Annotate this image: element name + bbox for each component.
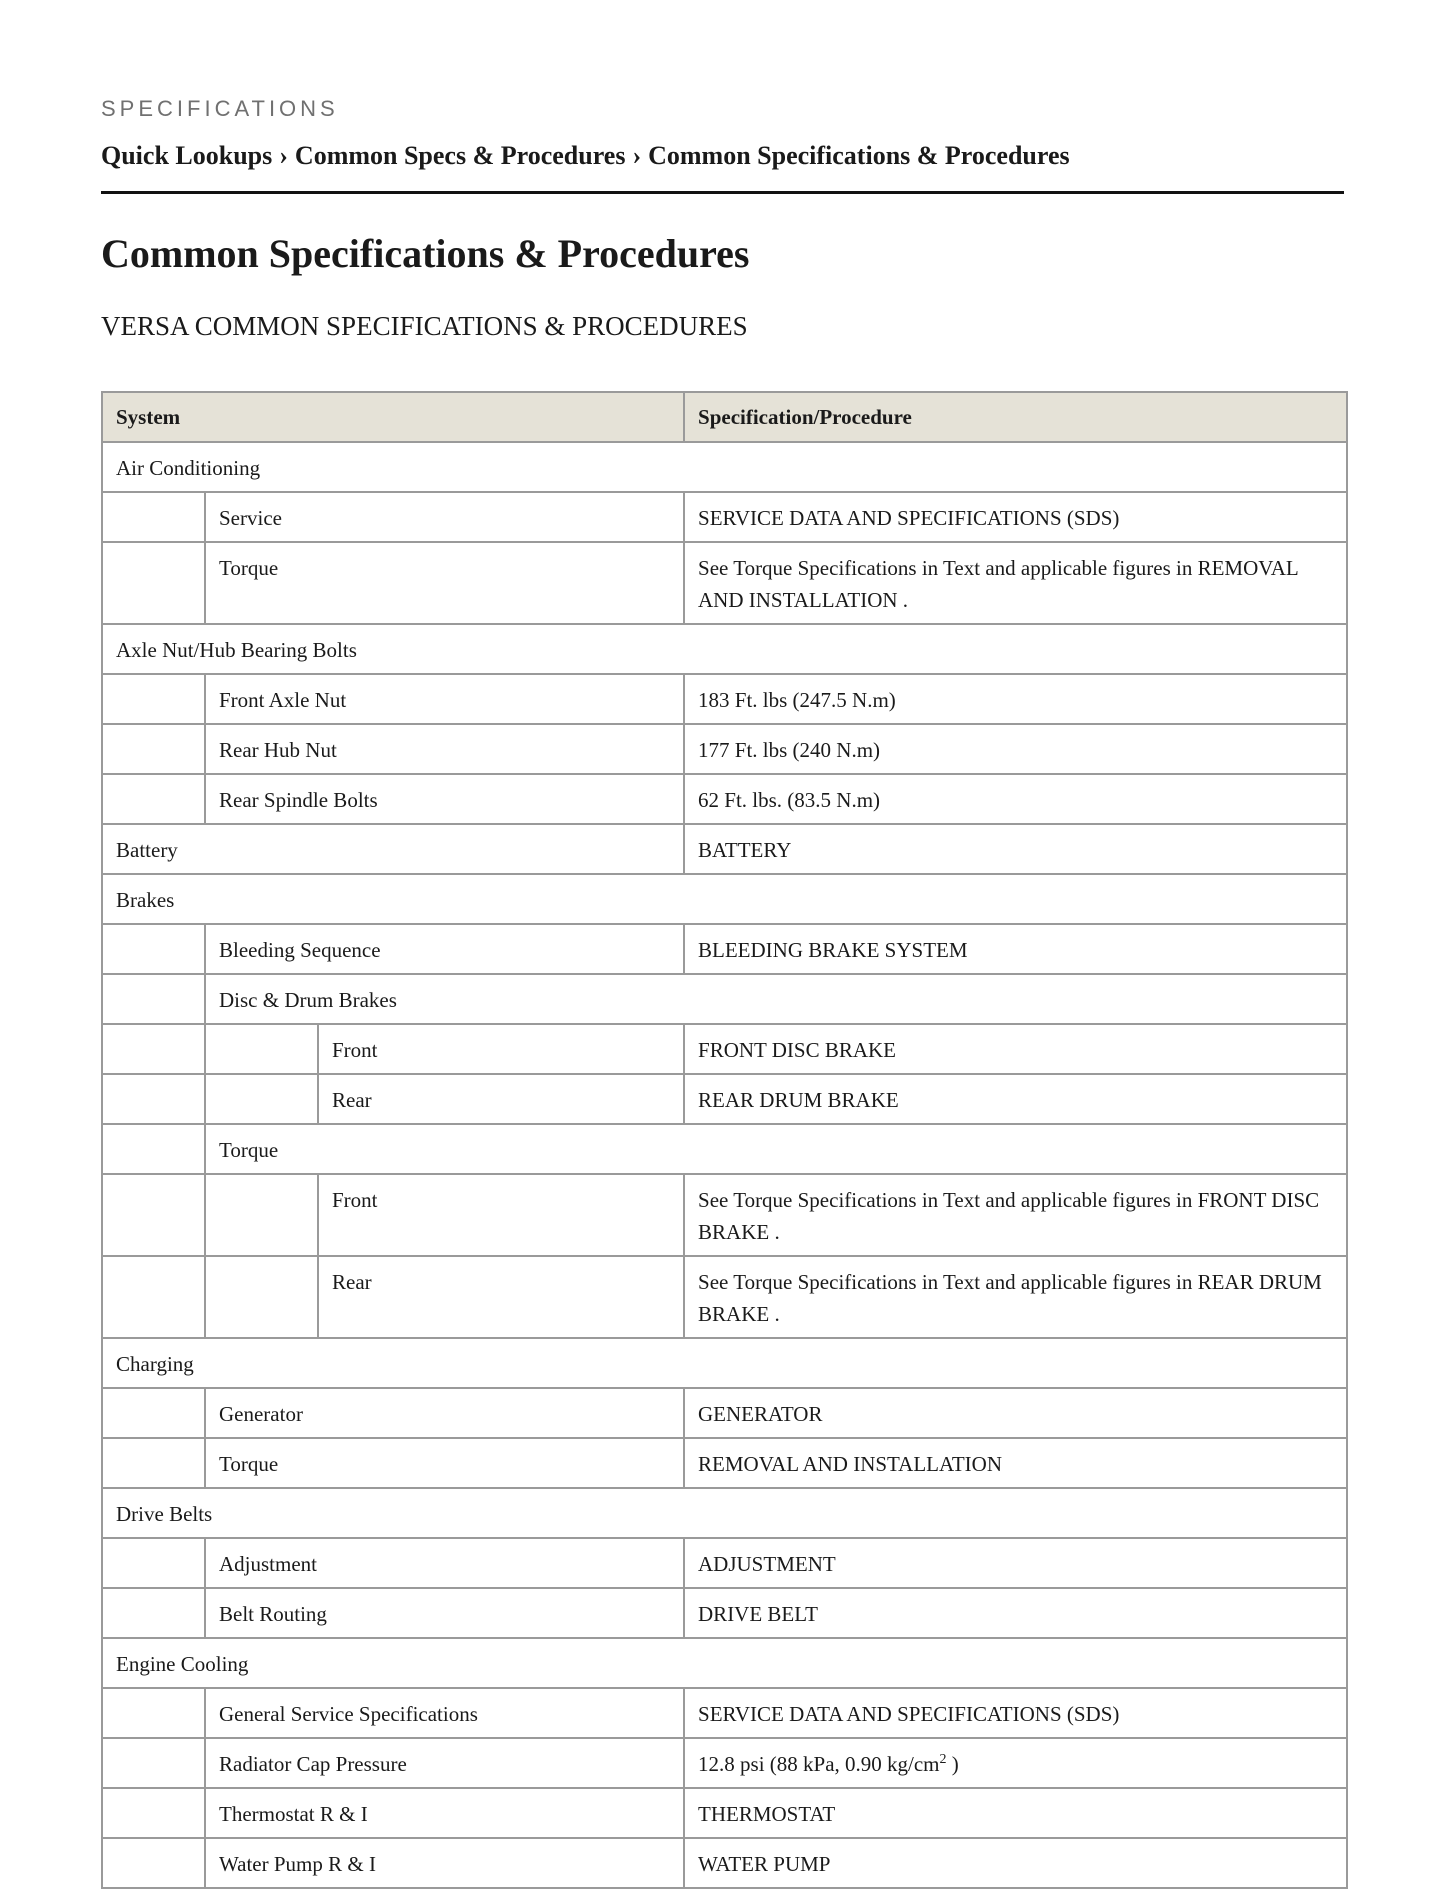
indent-cell bbox=[102, 1538, 205, 1588]
spec-cell bbox=[684, 1388, 1347, 1438]
table-row bbox=[102, 542, 1347, 624]
indent-cell bbox=[102, 1074, 205, 1124]
spec-cell bbox=[684, 1788, 1347, 1838]
indent-cell bbox=[102, 492, 205, 542]
system-label-cell: Belt Routing bbox=[205, 1588, 684, 1638]
spec-cell bbox=[684, 492, 1347, 542]
breadcrumb-separator: › bbox=[279, 141, 288, 170]
system-label-cell: Bleeding Sequence bbox=[205, 924, 684, 974]
specs-table bbox=[101, 391, 1348, 1889]
system-label-cell: Charging bbox=[102, 1338, 1347, 1388]
system-label-cell: Axle Nut/Hub Bearing Bolts bbox=[102, 624, 1347, 674]
spec-cell bbox=[684, 774, 1347, 824]
indent-cell bbox=[102, 1388, 205, 1438]
system-label-cell: Engine Cooling bbox=[102, 1638, 1347, 1688]
spec-text: 183 Ft. lbs (247.5 N.m) bbox=[698, 688, 896, 712]
table-row bbox=[102, 1338, 1347, 1388]
spec-text: REMOVAL AND INSTALLATION bbox=[698, 1452, 1002, 1476]
column-header-spec: Specification/Procedure bbox=[684, 392, 1347, 442]
column-header-system: System bbox=[102, 392, 684, 442]
table-row bbox=[102, 874, 1347, 924]
spec-text: See Torque Specifications in Text and applicable figures in FRONT DISC BRAKE . bbox=[698, 1188, 1320, 1244]
spec-text: WATER PUMP bbox=[698, 1852, 831, 1876]
table-row bbox=[102, 1638, 1347, 1688]
spec-text: FRONT DISC BRAKE bbox=[698, 1038, 896, 1062]
table-row bbox=[102, 774, 1347, 824]
spec-text: REAR DRUM BRAKE bbox=[698, 1088, 899, 1112]
table-row bbox=[102, 442, 1347, 492]
indent-cell bbox=[102, 1788, 205, 1838]
system-label-cell: Rear bbox=[318, 1256, 684, 1338]
indent-cell bbox=[102, 924, 205, 974]
table-header-row bbox=[102, 392, 1347, 442]
spec-cell bbox=[684, 1174, 1347, 1256]
indent-cell bbox=[102, 774, 205, 824]
indent-cell bbox=[102, 724, 205, 774]
spec-cell bbox=[684, 1838, 1347, 1888]
table-row bbox=[102, 1074, 1347, 1124]
system-label-cell: Front Axle Nut bbox=[205, 674, 684, 724]
spec-text: 12.8 psi (88 kPa, 0.90 kg/cm bbox=[698, 1752, 940, 1776]
indent-cell bbox=[102, 1256, 205, 1338]
indent-cell bbox=[102, 974, 205, 1024]
indent-cell bbox=[205, 1174, 318, 1256]
table-row bbox=[102, 1438, 1347, 1488]
table-row bbox=[102, 1256, 1347, 1338]
spec-cell bbox=[684, 1074, 1347, 1124]
table-row bbox=[102, 974, 1347, 1024]
indent-cell bbox=[102, 542, 205, 624]
table-row bbox=[102, 1024, 1347, 1074]
spec-cell bbox=[684, 1588, 1347, 1638]
page-title: Common Specifications & Procedures bbox=[101, 231, 750, 276]
table-row bbox=[102, 1174, 1347, 1256]
spec-cell bbox=[684, 1438, 1347, 1488]
spec-text: THERMOSTAT bbox=[698, 1802, 836, 1826]
indent-cell bbox=[102, 1688, 205, 1738]
system-label-cell: Drive Belts bbox=[102, 1488, 1347, 1538]
table-row bbox=[102, 1688, 1347, 1738]
breadcrumb-item-current: Common Specifications & Procedures bbox=[648, 141, 1070, 170]
indent-cell bbox=[102, 1588, 205, 1638]
spec-text: BATTERY bbox=[698, 838, 792, 862]
table-row bbox=[102, 1738, 1347, 1788]
spec-text: GENERATOR bbox=[698, 1402, 823, 1426]
spec-cell bbox=[684, 674, 1347, 724]
breadcrumb bbox=[101, 140, 1344, 194]
spec-cell bbox=[684, 542, 1347, 624]
table-row bbox=[102, 1124, 1347, 1174]
system-label-cell: Disc & Drum Brakes bbox=[205, 974, 1347, 1024]
system-label-cell: Brakes bbox=[102, 874, 1347, 924]
indent-cell bbox=[102, 1838, 205, 1888]
indent-cell bbox=[102, 1174, 205, 1256]
spec-text: SERVICE DATA AND SPECIFICATIONS (SDS) bbox=[698, 506, 1120, 530]
system-label-cell: Air Conditioning bbox=[102, 442, 1347, 492]
system-label-cell: Battery bbox=[102, 824, 684, 874]
system-label-cell: Torque bbox=[205, 1124, 1347, 1174]
spec-text: SERVICE DATA AND SPECIFICATIONS (SDS) bbox=[698, 1702, 1120, 1726]
system-label-cell: Front bbox=[318, 1024, 684, 1074]
breadcrumb-item-common-specs[interactable]: Common Specs & Procedures bbox=[294, 141, 626, 170]
table-row bbox=[102, 1588, 1347, 1638]
table-row bbox=[102, 1488, 1347, 1538]
table-row bbox=[102, 924, 1347, 974]
spec-text: See Torque Specifications in Text and applicable figures in REMOVAL AND INSTALLATION . bbox=[698, 556, 1298, 612]
indent-cell bbox=[205, 1256, 318, 1338]
spec-cell bbox=[684, 1688, 1347, 1738]
system-label-cell: Radiator Cap Pressure bbox=[205, 1738, 684, 1788]
spec-text: 62 Ft. lbs. (83.5 N.m) bbox=[698, 788, 881, 812]
table-row bbox=[102, 724, 1347, 774]
table-body bbox=[102, 442, 1347, 1888]
spec-cell bbox=[684, 824, 1347, 874]
section-label: SPECIFICATIONS bbox=[101, 96, 339, 121]
system-label-cell: Rear Spindle Bolts bbox=[205, 774, 684, 824]
system-label-cell: Adjustment bbox=[205, 1538, 684, 1588]
spec-text: DRIVE BELT bbox=[698, 1602, 818, 1626]
indent-cell bbox=[102, 674, 205, 724]
table-row bbox=[102, 1388, 1347, 1438]
spec-cell bbox=[684, 924, 1347, 974]
table-row bbox=[102, 624, 1347, 674]
table-row bbox=[102, 1538, 1347, 1588]
system-label-cell: Thermostat R & I bbox=[205, 1788, 684, 1838]
system-label-cell: Rear Hub Nut bbox=[205, 724, 684, 774]
indent-cell bbox=[205, 1074, 318, 1124]
spec-text-tail: ) bbox=[946, 1752, 959, 1776]
system-label-cell: Torque bbox=[205, 1438, 684, 1488]
spec-text: ADJUSTMENT bbox=[698, 1552, 836, 1576]
system-label-cell: Service bbox=[205, 492, 684, 542]
system-label-cell: Water Pump R & I bbox=[205, 1838, 684, 1888]
indent-cell bbox=[102, 1024, 205, 1074]
page-subtitle: VERSA COMMON SPECIFICATIONS & PROCEDURES bbox=[101, 311, 748, 341]
spec-cell bbox=[684, 1538, 1347, 1588]
system-label-cell: Generator bbox=[205, 1388, 684, 1438]
system-label-cell: General Service Specifications bbox=[205, 1688, 684, 1738]
table-row bbox=[102, 824, 1347, 874]
spec-text: BLEEDING BRAKE SYSTEM bbox=[698, 938, 968, 962]
spec-cell bbox=[684, 1256, 1347, 1338]
table-row bbox=[102, 1838, 1347, 1888]
spec-superscript: 2 bbox=[939, 1752, 947, 1767]
breadcrumb-item-quick-lookups[interactable]: Quick Lookups bbox=[101, 141, 273, 170]
breadcrumb-separator: › bbox=[632, 141, 642, 170]
indent-cell bbox=[102, 1438, 205, 1488]
spec-cell bbox=[684, 1024, 1347, 1074]
indent-cell bbox=[102, 1124, 205, 1174]
spec-cell bbox=[684, 1738, 1347, 1788]
table-row bbox=[102, 1788, 1347, 1838]
spec-text: See Torque Specifications in Text and applicable figures in REAR DRUM BRAKE . bbox=[698, 1270, 1322, 1326]
table-row bbox=[102, 492, 1347, 542]
table-row bbox=[102, 674, 1347, 724]
indent-cell bbox=[102, 1738, 205, 1788]
system-label-cell: Rear bbox=[318, 1074, 684, 1124]
indent-cell bbox=[205, 1024, 318, 1074]
system-label-cell: Torque bbox=[205, 542, 684, 624]
spec-cell bbox=[684, 724, 1347, 774]
system-label-cell: Front bbox=[318, 1174, 684, 1256]
spec-text: 177 Ft. lbs (240 N.m) bbox=[698, 738, 881, 762]
